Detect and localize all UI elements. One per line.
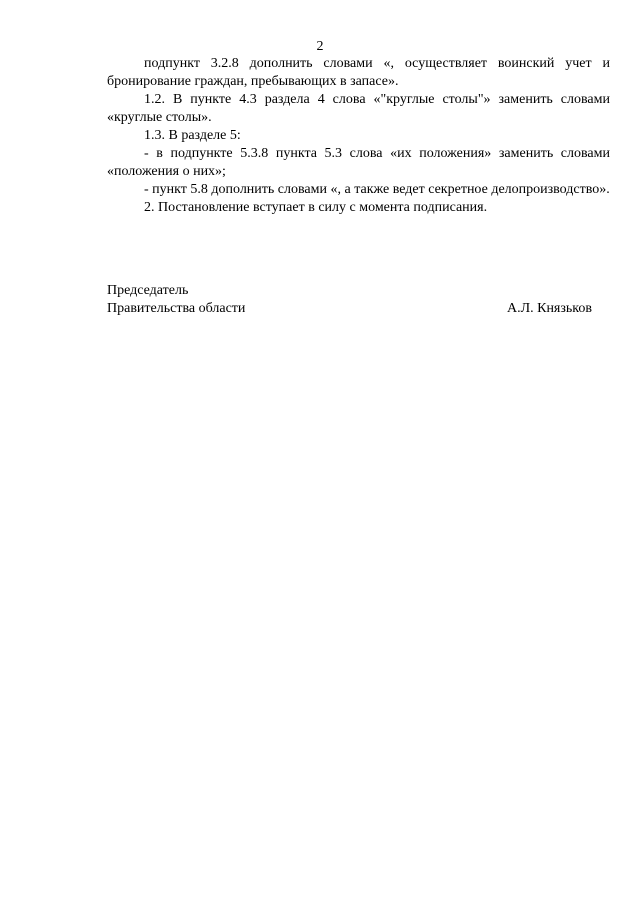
paragraph-subpoint-3-2-8: подпункт 3.2.8 дополнить словами «, осуществляет воинский учет и бронирование граждан, пребывающих в запасе».: [107, 56, 610, 89]
signatory-name: А.Л. Князьков: [507, 301, 592, 316]
document-body: [107, 55, 610, 217]
signatory-title-line2: Правительства области: [107, 301, 246, 316]
paragraph-2-effective: 2. Постановление вступает в силу с момента подписания.: [144, 200, 488, 215]
paragraph-point-5-8: - пункт 5.8 дополнить словами «, а также ведет секретное делопроизводство».: [144, 182, 610, 197]
paragraph-1-3: 1.3. В разделе 5:: [144, 128, 241, 143]
signature-block: [107, 282, 592, 318]
paragraph-subpoint-5-3-8: - в подпункте 5.3.8 пункта 5.3 слова «их положения» заменить словами «положения о них»;: [107, 146, 610, 179]
signature-line: [107, 300, 592, 318]
page-number: 2: [316, 39, 324, 54]
signatory-title-line1: Председатель: [107, 283, 189, 298]
paragraph-1-2: 1.2. В пункте 4.3 раздела 4 слова «"круглые столы"» заменить словами «круглые столы».: [107, 92, 610, 125]
